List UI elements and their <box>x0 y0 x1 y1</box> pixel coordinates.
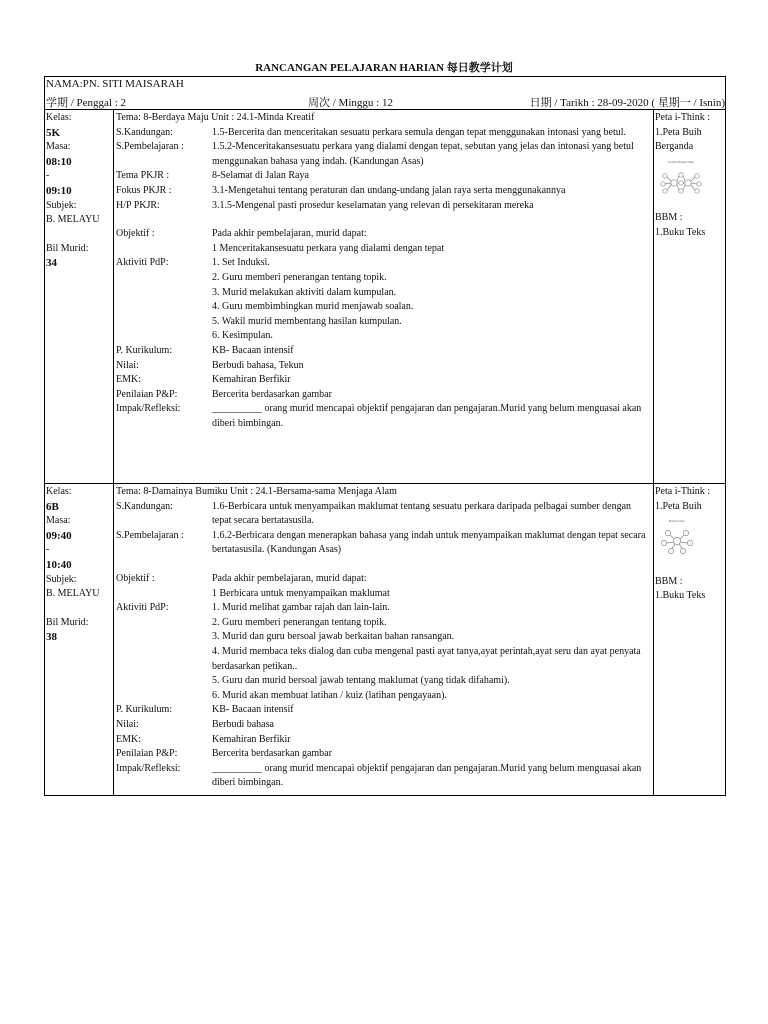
ithink-map-name: 1.Peta Buih <box>655 126 702 138</box>
tail-row: EMK: Kemahiran Berfikir <box>116 733 291 745</box>
theme-unit: Tema: 8-Damainya Bumiku Unit : 24.1-Bersama-sama Menjaga Alam <box>116 486 397 497</box>
term: 学期 / Penggal : 2 <box>46 97 127 109</box>
theme-unit: Tema: 8-Berdaya Maju Unit : 24.1-Minda Kreatif <box>116 112 315 123</box>
activity-item: 6. Murid akan membuat latihan / kuiz (latihan pengayaan). <box>212 689 447 701</box>
activity-item: 6. Kesimpulan. <box>212 330 273 342</box>
objective-text: 1 Berbicara untuk menyampaikan maklumat <box>212 587 390 599</box>
lesson-plan-table <box>44 76 726 796</box>
svg-text:Double Bubble Map: Double Bubble Map <box>667 159 695 164</box>
svg-text:Bubble Map: Bubble Map <box>669 519 685 524</box>
time-label: Masa: <box>46 515 71 527</box>
lesson-block <box>44 109 726 484</box>
tail-row: Penilaian P&P: Bercerita berdasarkan gambar <box>116 748 332 760</box>
student-count-label: Bil Murid: <box>46 616 89 628</box>
activity-item: 5. Wakil murid membentang hasilan kumpulan. <box>212 315 402 327</box>
tail-row: Nilai: Berbudi bahasa <box>116 718 274 730</box>
objective-text: 1 Menceritakansesuatu perkara yang dialami dengan tepat <box>212 242 445 254</box>
reflection-row: Impak/Refleksi: __________ orang murid mencapai objektif pengajaran dan pengajaran.Murid yang belum menguasai akan diberi bimbingan. <box>116 403 642 429</box>
week: 周次 / Minggu : 12 <box>308 97 393 109</box>
bbm-label: BBM : <box>655 575 683 587</box>
activity-row: Aktiviti PdP: 1. Murid melihat gambar rajah dan lain-lain. <box>116 602 390 614</box>
activity-item: 5. Guru dan murid bersoal jawab tentang maklumat (yang tidak difahami). <box>212 675 510 687</box>
teacher-name: NAMA:PN. SITI MAISARAH <box>46 78 184 90</box>
tail-row: P. Kurikulum: KB- Bacaan intensif <box>116 704 294 716</box>
time-label: Masa: <box>46 141 71 153</box>
ithink-label: Peta i-Think : <box>655 486 710 497</box>
resources-column <box>654 110 725 483</box>
bubble-map-icon <box>659 517 695 557</box>
content-row: Tema PKJR : 8-Selamat di Jalan Raya <box>116 170 309 182</box>
time-end: 10:40 <box>46 558 72 571</box>
content-row: H/P PKJR: 3.1.5-Mengenal pasti prosedur keselamatan yang relevan di persekitaran mereka <box>116 199 534 211</box>
content-row: Fokus PKJR : 3.1-Mengetahui tentang peraturan dan undang-undang jalan raya serta menggunakannya <box>116 184 566 196</box>
date: 日期 / Tarikh : 28-09-2020 ( 星期一 / Isnin) <box>529 97 725 109</box>
class-label: Kelas: <box>46 486 72 497</box>
class-value: 5K <box>46 126 61 139</box>
student-count: 34 <box>46 257 57 270</box>
time-start: 09:40 <box>46 529 72 542</box>
time-dash: - <box>46 170 50 182</box>
page-title: RANCANGAN PELAJARAN HARIAN 每日教学计划 <box>255 62 513 74</box>
subject-value: B. MELAYU <box>46 214 100 226</box>
activity-item: 3. Murid dan guru bersoal jawab berkaitan bahan ransangan. <box>212 631 455 643</box>
ithink-map-name: 1.Peta Buih <box>655 500 702 512</box>
bbm-label: BBM : <box>655 212 683 224</box>
bbm-value: 1.Buku Teks <box>655 226 706 238</box>
content-row: S.Pembelajaran : 1.6.2-Berbicara dengan menerapkan bahasa yang indah untuk menyampaikan maklumat dengan tepat secara bertatasusila. (Kandungan Asas) <box>116 529 646 556</box>
lesson-meta-column <box>45 484 114 795</box>
lesson-meta-column <box>45 110 114 483</box>
double-bubble-map-icon <box>659 158 703 198</box>
time-dash: - <box>46 544 50 556</box>
tail-row: Nilai: Berbudi bahasa, Tekun <box>116 359 304 371</box>
header-section <box>44 76 726 109</box>
content-row: S.Kandungan: 1.6-Berbicara untuk menyampaikan maklumat tentang sesuatu perkara daripada pelbagai sumber dengan tepat secara bertatasusila. <box>116 500 632 527</box>
tail-row: P. Kurikulum: KB- Bacaan intensif <box>116 344 294 356</box>
activity-row: Aktiviti PdP: 1. Set Induksi. <box>116 257 270 269</box>
ithink-map-name-cont: Berganda <box>655 141 694 153</box>
lesson-content-column <box>114 484 654 795</box>
class-label: Kelas: <box>46 112 72 123</box>
time-start: 08:10 <box>46 155 72 168</box>
ithink-label: Peta i-Think : <box>655 112 710 123</box>
lesson-content-column <box>114 110 654 483</box>
header-info-row <box>46 94 725 110</box>
time-end: 09:10 <box>46 184 72 197</box>
student-count: 38 <box>46 631 57 644</box>
tail-row: EMK: Kemahiran Berfikir <box>116 374 291 386</box>
activity-item: 3. Murid melakukan aktiviti dalam kumpulan. <box>212 286 397 298</box>
class-value: 6B <box>46 500 59 513</box>
content-row: S.Pembelajaran : 1.5.2-Menceritakansesuatu perkara yang dialami dengan tepat, sebutan yang jelas dan intonasi yang betul menggunakan bahasa yang indah. (Kandungan Asas) <box>116 141 634 167</box>
activity-item: 2. Guru memberi penerangan tentang topik. <box>212 271 387 283</box>
student-count-label: Bil Murid: <box>46 242 89 254</box>
activity-item: 4. Guru membimbingkan murid menjawab soalan. <box>212 301 414 313</box>
objective-row: Objektif : Pada akhir pembelajaran, murid dapat: <box>116 228 367 240</box>
subject-label: Subjek: <box>46 199 77 211</box>
lesson-block <box>44 484 726 796</box>
tail-row: Penilaian P&P: Bercerita berdasarkan gambar <box>116 388 332 400</box>
activity-item: 4. Murid membaca teks dialog dan cuba mengenal pasti ayat tanya,ayat perintah,ayat seru dan ayat penyata berdasarkan petikan.. <box>212 645 641 672</box>
objective-row: Objektif : Pada akhir pembelajaran, murid dapat: <box>116 572 367 584</box>
activity-item: 2. Guru memberi penerangan tentang topik. <box>212 616 387 628</box>
content-row: S.Kandungan: 1.5-Bercerita dan menceritakan sesuatu perkara semula dengan tepat menggunakan intonasi yang betul. <box>116 126 627 138</box>
resources-column <box>654 484 725 795</box>
reflection-row: Impak/Refleksi: __________ orang murid mencapai objektif pengajaran dan pengajaran.Murid yang belum menguasai akan diberi bimbingan. <box>116 762 642 789</box>
subject-value: B. MELAYU <box>46 588 100 600</box>
bbm-value: 1.Buku Teks <box>655 590 706 602</box>
subject-label: Subjek: <box>46 573 77 585</box>
